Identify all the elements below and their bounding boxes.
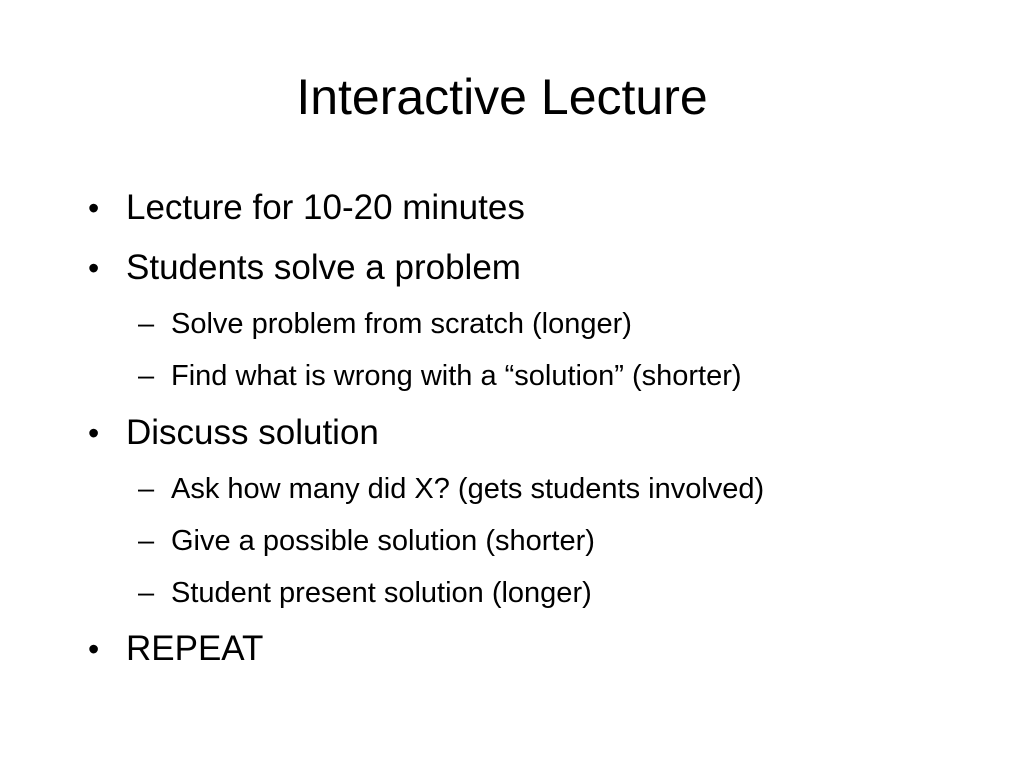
list-item-text: Discuss solution xyxy=(126,413,379,452)
list-item-text: REPEAT xyxy=(126,629,264,668)
bullet-icon: • xyxy=(88,250,100,286)
sub-list-item-text: Find what is wrong with a “solution” (shorter) xyxy=(171,360,742,392)
dash-icon: – xyxy=(138,577,155,609)
bullet-icon: • xyxy=(88,631,100,667)
bullet-icon: • xyxy=(88,415,100,451)
dash-icon: – xyxy=(138,525,155,557)
bullet-icon: • xyxy=(88,190,100,226)
sub-list-item-text: Ask how many did X? (gets students involved) xyxy=(171,473,765,505)
dash-icon: – xyxy=(138,308,155,340)
dash-icon: – xyxy=(138,360,155,392)
sub-list-item-text: Solve problem from scratch (longer) xyxy=(171,308,632,340)
sub-list-item-text: Student present solution (longer) xyxy=(171,577,592,609)
sub-list-item-text: Give a possible solution (shorter) xyxy=(171,525,595,557)
slide-title: Interactive Lecture xyxy=(296,69,708,125)
list-item-text: Lecture for 10-20 minutes xyxy=(126,188,525,227)
list-item-text: Students solve a problem xyxy=(126,248,521,287)
dash-icon: – xyxy=(138,473,155,505)
